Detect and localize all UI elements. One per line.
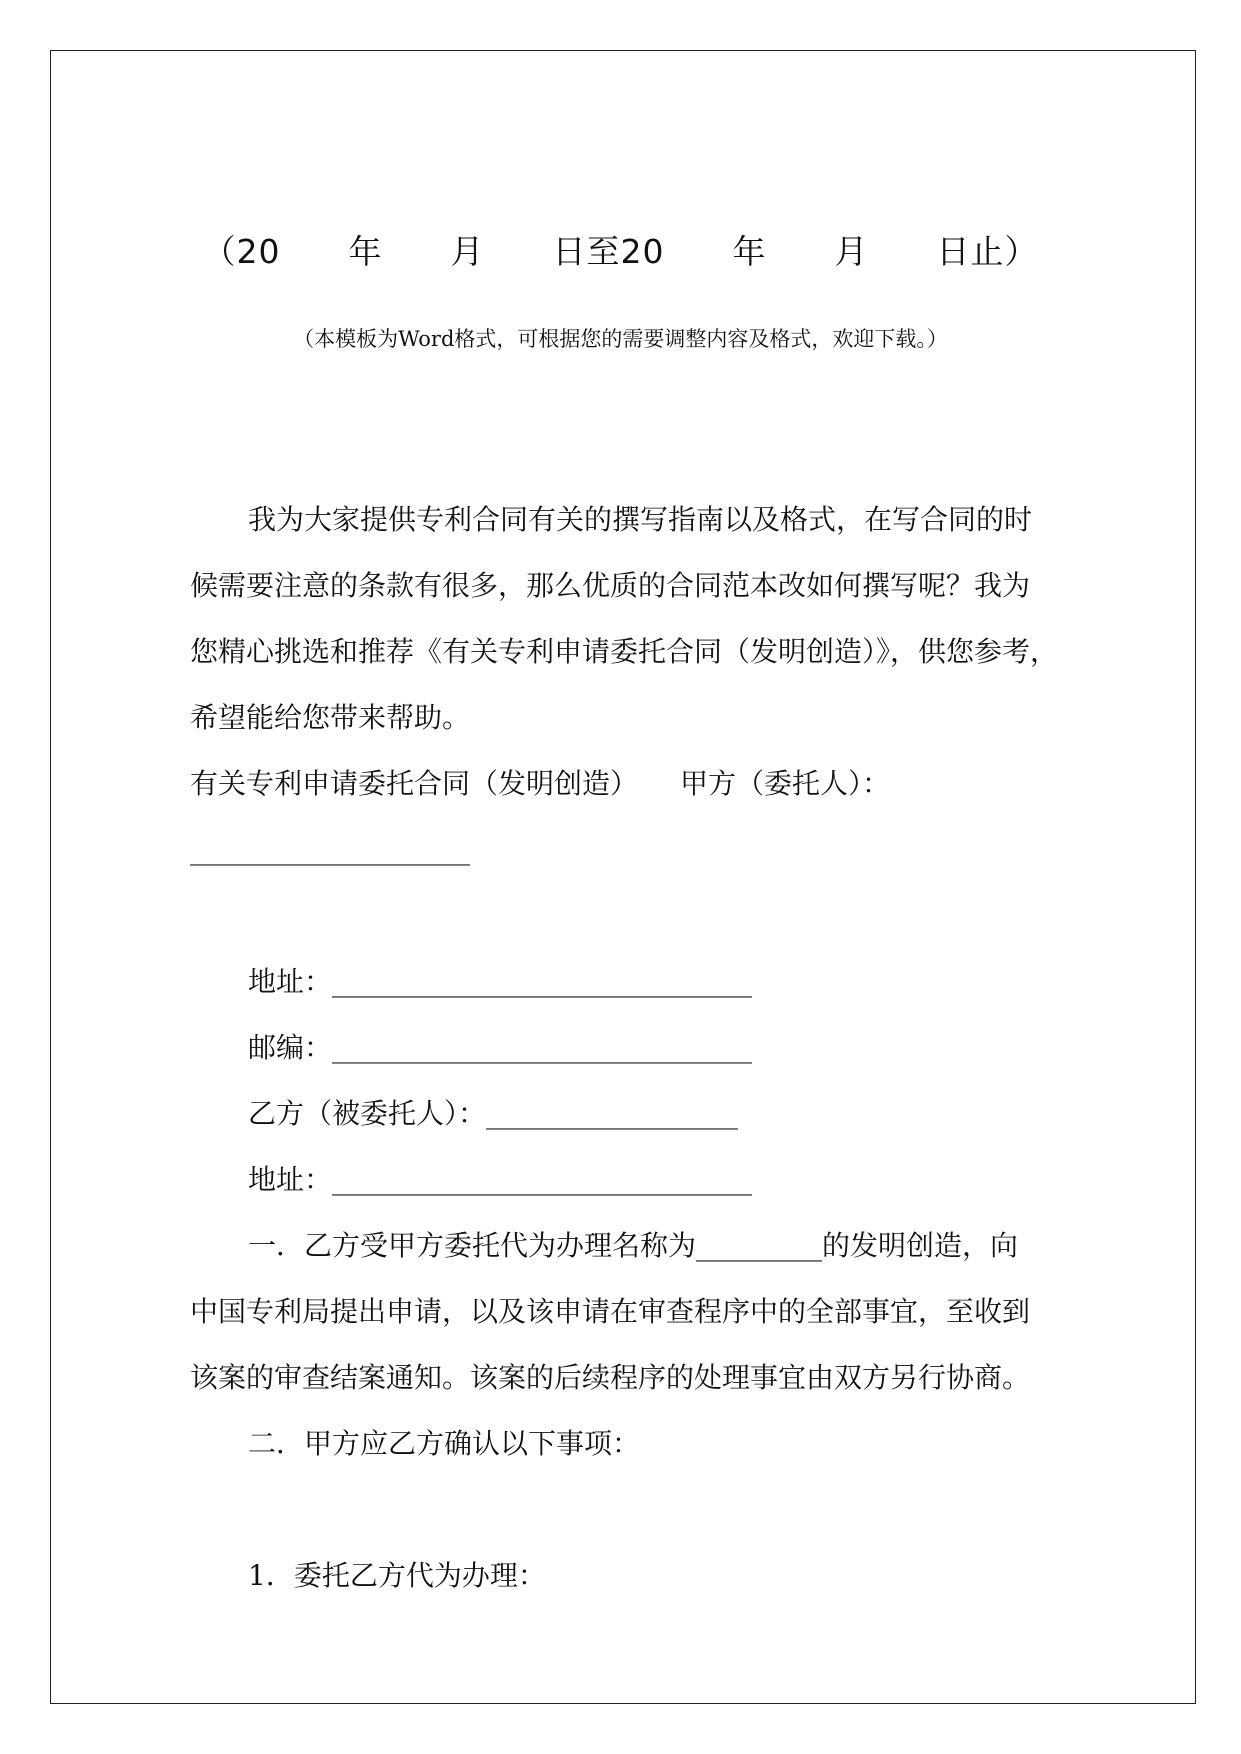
intro-line-2: 候需要注意的条款有很多，那么优质的合同范本改如何撰写呢？我为	[190, 569, 1031, 602]
document-body	[190, 496, 1060, 1618]
template-note: （本模板为Word格式，可根据您的需要调整内容及格式，欢迎下载。）	[293, 327, 948, 351]
intro-line-1: 我为大家提供专利合同有关的撰写指南以及格式，在写合同的时	[248, 503, 1033, 536]
spacer	[190, 892, 1060, 958]
party-b-address: 地址：______________________________	[248, 1163, 753, 1196]
party-a-blank: ____________________	[190, 833, 470, 866]
party-a-address: 地址：______________________________	[248, 965, 753, 998]
party-a-postcode: 邮编：______________________________	[248, 1031, 753, 1064]
item-1: 1．委托乙方代为办理：	[248, 1559, 546, 1592]
clause-2: 二．甲方应乙方确认以下事项：	[248, 1427, 641, 1460]
clause-1-line-1: 一．乙方受甲方委托代为办理名称为_________的发明创造，向	[248, 1229, 1019, 1262]
party-b-line: 乙方（被委托人）：__________________	[248, 1097, 739, 1130]
clause-1-line-3: 该案的审查结案通知。该案的后续程序的处理事宜由双方另行协商。	[190, 1361, 1031, 1394]
document-title: （20 年 月 日至20 年 月 日止）	[202, 232, 1039, 271]
intro-line-4: 希望能给您带来帮助。	[190, 701, 471, 734]
clause-1-line-2: 中国专利局提出申请，以及该申请在审查程序中的全部事宜，至收到	[190, 1295, 1031, 1328]
intro-line-3: 您精心挑选和推荐《有关专利申请委托合同（发明创造）》，供您参考，	[190, 635, 1059, 668]
spacer	[190, 1486, 1060, 1552]
contract-heading-line: 有关专利申请委托合同（发明创造） 甲方（委托人）：	[190, 767, 891, 800]
